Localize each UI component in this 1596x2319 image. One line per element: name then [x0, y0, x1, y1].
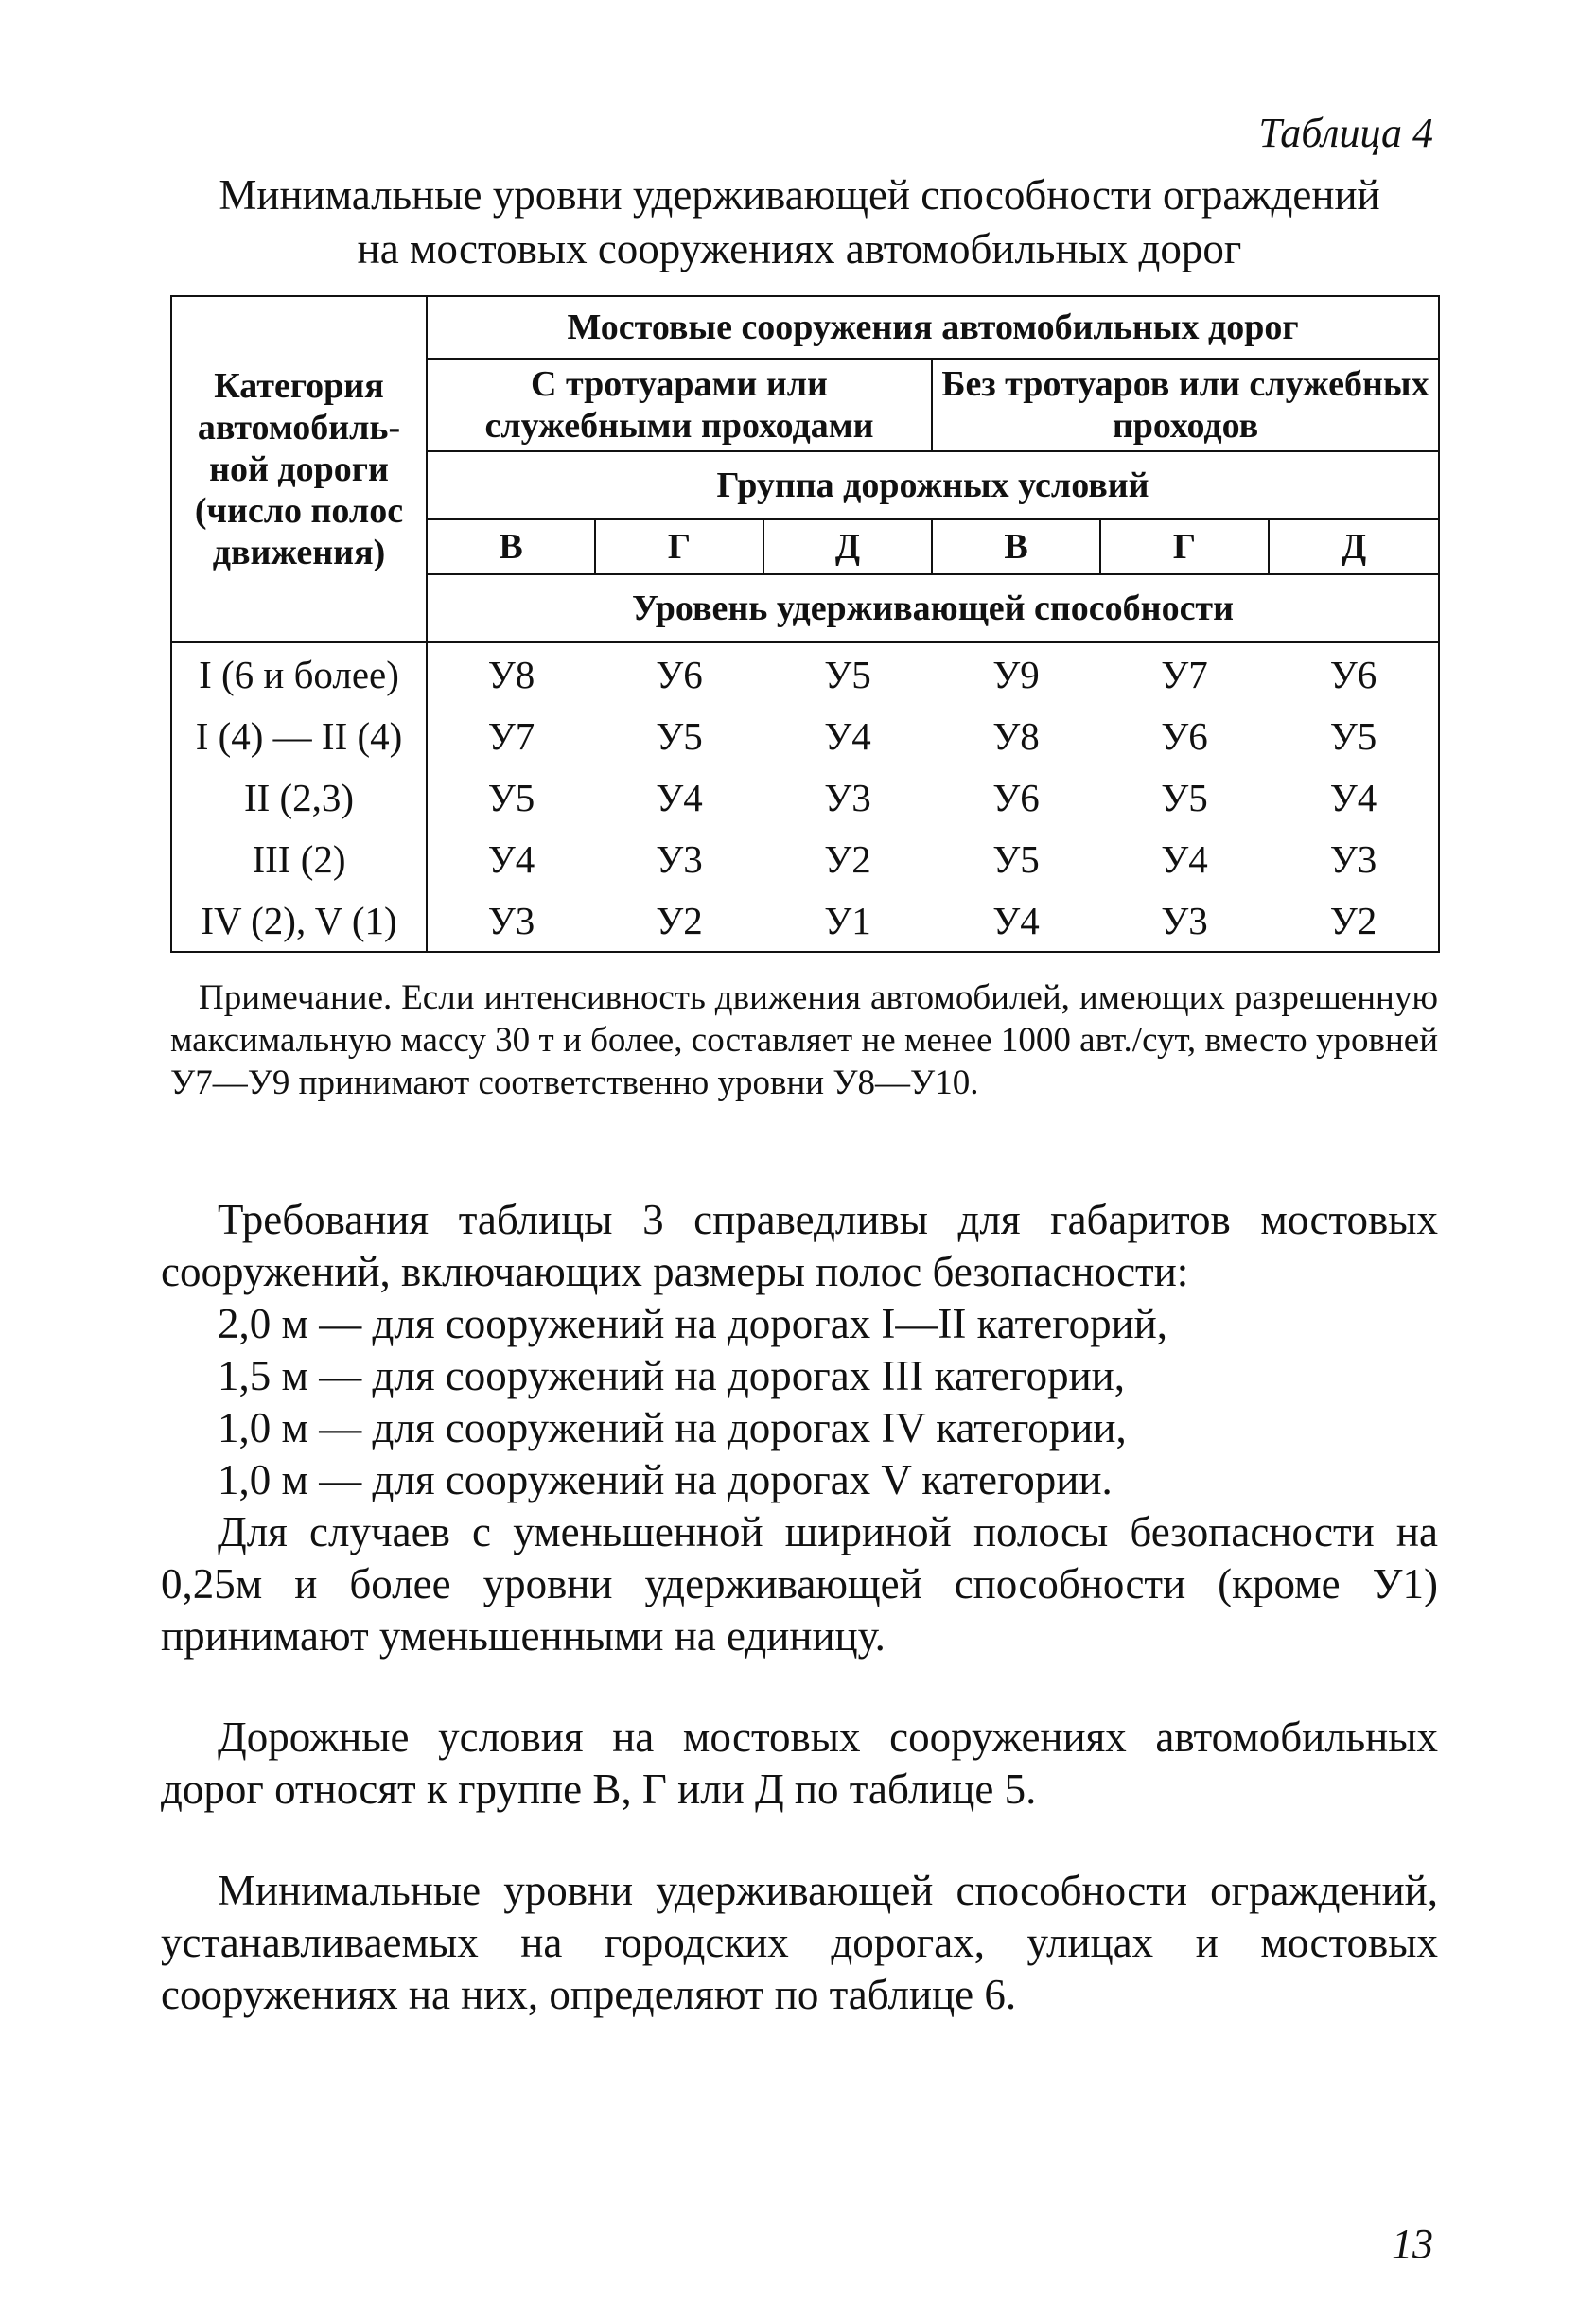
level-cell: У6: [1269, 642, 1439, 705]
level-cell: У3: [1100, 889, 1269, 952]
paragraph-reduced-width: Для случаев с уменьшенной шириной полосы безопасности на 0,25м и более уровни удерживающей способности (кроме У1) принимают уменьшенными на единицу.: [161, 1508, 1438, 1660]
category-cell: III (2): [171, 828, 427, 889]
level-cell: У1: [763, 889, 932, 952]
level-cell: У3: [656, 836, 703, 881]
category-cell: I (4) — II (4): [171, 705, 427, 766]
bridge-structures-header: Мостовые сооружения автомобильных дорог: [427, 296, 1439, 359]
level-cell: У6: [1161, 713, 1208, 758]
level-cell: У3: [427, 889, 595, 952]
level-cell: У4: [824, 713, 871, 758]
category-cell: II (2,3): [171, 766, 427, 828]
level-cell: У4: [1161, 836, 1208, 881]
level-cell: У6: [595, 642, 763, 705]
table-row: [171, 889, 1439, 952]
table-row: [171, 766, 1439, 828]
table-title-line2: на мостовых сооружениях автомобильных дорог: [357, 225, 1242, 272]
paragraph-safety-strips: Требования таблицы 3 справедливы для габаритов мостовых сооружений, включающих размеры полос безопасности:: [161, 1196, 1438, 1295]
level-cell: У5: [992, 836, 1040, 881]
level-cell: У4: [487, 836, 535, 881]
table-title-line1: Минимальные уровни удерживающей способности ограждений: [219, 171, 1380, 219]
page-number: 13: [1392, 2221, 1433, 2267]
level-cell: У4: [932, 889, 1100, 952]
table-row: [171, 705, 1439, 766]
level-cell: У9: [932, 642, 1100, 705]
with-sidewalks-header: С тротуарами или служебными проходами: [427, 359, 932, 451]
levels-table: [170, 295, 1440, 953]
containment-level-header: Уровень удерживающей способности: [427, 574, 1439, 642]
level-cell: У5: [763, 642, 932, 705]
table-row: [171, 828, 1439, 889]
condition-header: Г: [595, 519, 763, 574]
table-note: [170, 976, 1438, 1104]
level-cell: У5: [1269, 705, 1439, 766]
condition-header: Д: [1269, 519, 1439, 574]
list-item: 1,0 м — для сооружений на дорогах V категории.: [218, 1456, 1113, 1503]
table-title: [161, 168, 1438, 276]
condition-header: Г: [1100, 519, 1269, 574]
paragraph-road-conditions: Дорожные условия на мостовых сооружениях автомобильных дорог относят к группе В, Г или Д по таблице 5.: [161, 1713, 1438, 1813]
level-cell: У5: [487, 775, 535, 819]
table-label: Таблица 4: [1258, 110, 1433, 156]
body-text: [161, 1194, 1438, 2021]
condition-header: В: [932, 519, 1100, 574]
condition-header: В: [427, 519, 595, 574]
category-cell: I (6 и более): [171, 642, 427, 705]
list-item: 1,5 м — для сооружений на дорогах III категории,: [218, 1352, 1125, 1399]
level-cell: У5: [1161, 775, 1208, 819]
paragraph-city-roads: Минимальные уровни удерживающей способности ограждений, устанавливаемых на городских дорогах, улицах и мостовых сооружениях на них, определяют по таблице 6.: [161, 1867, 1438, 2018]
list-item: 2,0 м — для сооружений на дорогах I—II категорий,: [218, 1300, 1167, 1347]
level-cell: У2: [1269, 889, 1439, 952]
level-cell: У5: [656, 713, 703, 758]
category-header: Категория автомобиль-ной дороги (число полос движения): [171, 296, 427, 642]
level-cell: У3: [824, 775, 871, 819]
condition-header: Д: [763, 519, 932, 574]
list-item: 1,0 м — для сооружений на дорогах IV категории,: [218, 1404, 1127, 1451]
note-text: Примечание. Если интенсивность движения автомобилей, имеющих разрешенную максимальную массу 30 т и более, составляет не менее 1000 авт./сут, вместо уровней У7—У9 принимают соответственно уровни У8—У10.: [170, 978, 1438, 1102]
without-sidewalks-header: Без тротуаров или служебных проходов: [932, 359, 1439, 451]
level-cell: У3: [1269, 828, 1439, 889]
road-conditions-group-header: Группа дорожных условий: [427, 451, 1439, 519]
category-cell: IV (2), V (1): [171, 889, 427, 952]
level-cell: У2: [595, 889, 763, 952]
level-cell: У6: [992, 775, 1040, 819]
level-cell: У4: [1269, 766, 1439, 828]
table-row: [171, 642, 1439, 705]
level-cell: У8: [427, 642, 595, 705]
level-cell: У4: [656, 775, 703, 819]
level-cell: У8: [992, 713, 1040, 758]
level-cell: У7: [1100, 642, 1269, 705]
level-cell: У7: [487, 713, 535, 758]
level-cell: У2: [824, 836, 871, 881]
